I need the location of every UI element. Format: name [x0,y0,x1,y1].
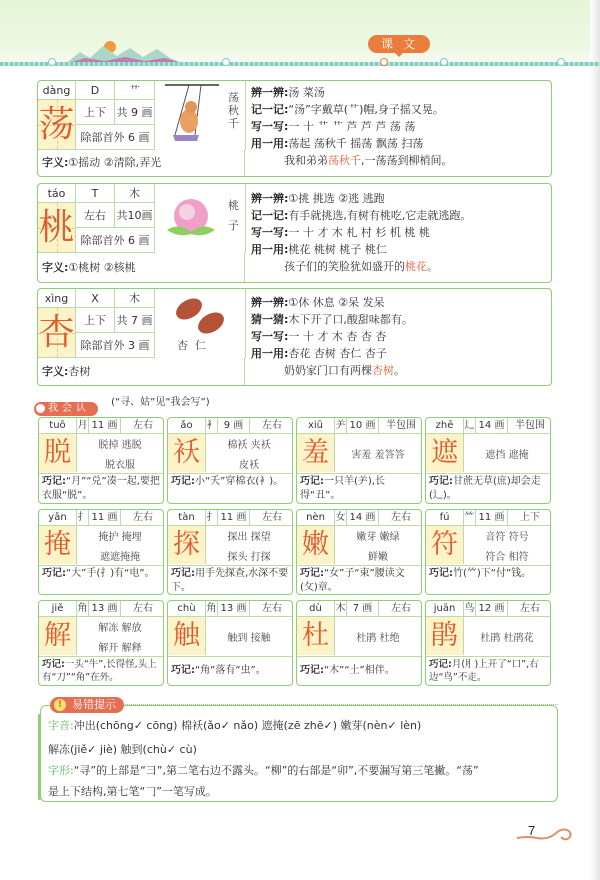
stroke-count: 共 9 画 [115,100,155,125]
picture-caption: 杏 仁 [177,339,206,352]
big-character: 桃 [38,203,76,253]
words: 探出 探望 探头 打探 [227,532,271,563]
structure: 半包围 [386,420,416,431]
structure: 半包围 [515,420,545,431]
small-card-yan [38,509,164,595]
pinyin: fú [426,510,464,526]
header-dot [440,58,448,66]
practice-row: 辨一辨:①休 休息 ②呆 发呆 [251,296,385,309]
character: 脱 [39,434,77,472]
small-card-du [296,600,422,686]
error-tips-badge: ! 易错提示 [50,697,124,713]
words: 解冻 解放 解开 解释 [98,623,142,654]
structure: 左右 [262,420,282,431]
memory-tip: 巧记:竹(⺮)下“付”钱。 [426,565,550,582]
stroke-count: 11 画 [89,510,121,526]
memory-tip: 巧记:“角”落有“虫”。 [168,656,292,679]
practice-row: 写一写:一 十 才 木 札 村 杉 机 桃 桃 [251,226,430,239]
picture-box [155,81,246,150]
structure: 左右 [262,603,282,614]
radical: 木 [335,601,347,617]
practice-panel [246,184,551,278]
practice-row: 用一用:杏花 杏树 杏仁 杏子 [251,347,387,360]
radical: 鸟 [464,601,476,617]
page-edge [590,0,600,880]
character: 鹃 [426,617,464,655]
character: 遮 [426,434,464,472]
char-card-tao [37,183,552,283]
small-card-ao [167,417,293,504]
char-card-xing [37,288,552,386]
practice-row: 记一记:“汤”字戴草(艹)帽,身子摇又晃。 [251,103,444,116]
practice-row: 写一写:一 十 艹 艹 芦 芦 芦 荡 荡 [251,120,416,133]
section-note: (“寻、姑”见“我会写”) [111,397,210,408]
small-card-nen [296,509,422,595]
header-dot [48,58,56,66]
small-card-jie [38,600,164,686]
small-card-xiu [296,417,422,504]
pinyin: chù [168,601,206,617]
pinyin: jiě [39,601,77,617]
words: 触到 接触 [227,633,271,644]
small-card-tuo [38,417,164,504]
index-letter: T [76,184,115,203]
pinyin: zhē [426,418,464,434]
shape-tip-line2: 是上下结构,第七笔“𠃌”一笔写成。 [48,785,217,798]
swing-icon [159,83,225,147]
tips-dotted-line [122,704,558,705]
pinyin: tuō [39,418,77,434]
words: 掩护 掩埋 遮遮掩掩 [98,532,142,563]
practice-row: 猜一猜:木下开了口,酸甜味都有。 [251,313,413,326]
character: 杜 [297,617,335,655]
practice-row: 用一用:荡起 荡秋千 摇荡 飘荡 扫荡 [251,137,424,150]
words: 遮挡 遮掩 [485,450,529,461]
picture-caption: 桃子 [228,199,239,232]
practice-row: 辨一辨:汤 菜汤 [251,86,325,99]
pinyin: táo [38,184,76,203]
structure: 上下 [520,512,540,523]
practice-panel [246,81,551,172]
radical: 衤 [206,418,218,434]
stroke-count: 11 画 [89,418,121,434]
radical: 扌 [206,510,218,526]
radical: 辶 [464,418,476,434]
stroke-count: 13 画 [89,601,121,617]
small-card-chu [167,600,293,686]
example-sentence: 我和弟弟荡秋千,一荡荡到柳梢间。 [284,154,453,167]
stroke-count: 14 画 [347,510,379,526]
pronunciation-tip-line1: 字音:冲出(chōng✓ cōng) 棉袄(ǎo✓ nǎo) 遮掩(zē zhē✓) 嫩芽(nèn✓ lèn) [48,719,422,732]
character: 探 [168,526,206,564]
meaning: 字义:①桃树 ②核桃 [38,253,245,282]
picture-box [155,289,246,358]
pronunciation-tip-line2: 解冻(jiě✓ jiè) 触到(chù✓ cù) [48,743,197,756]
swirl-ornament-icon [515,826,577,842]
mountains-icon [65,40,185,64]
radical: 月 [77,418,89,434]
strokes-except-radical: 除部首外 6 画 [76,228,155,253]
radical: 木 [115,184,155,203]
stroke-count: 11 画 [218,510,250,526]
structure: 左右 [391,512,411,523]
section-pill: 我会认 [34,402,98,416]
character: 掩 [39,526,77,564]
character: 触 [168,617,206,655]
memory-tip: 巧记:甘蔗无草(庶)却会走(辶)。 [426,473,550,504]
memory-tip: 巧记:一只羊(⺶),长得“丑”。 [297,473,421,504]
example-sentence: 孩子们的笑脸犹如盛开的桃花。 [284,260,438,273]
small-card-juan [425,600,551,686]
words: 棉袄 夹袄 皮袄 [227,440,271,471]
pinyin: xìng [38,289,76,308]
char-card-dang [37,80,552,177]
stroke-count: 14 画 [476,418,508,434]
structure: 左右 [262,512,282,523]
radical: 木 [115,289,155,308]
header-divider [0,62,600,66]
practice-row: 辨一辨:①挑 挑选 ②逃 逃跑 [251,192,385,205]
stroke-count: 共10画 [115,203,155,228]
words: 音符 符号 符合 相符 [485,532,529,563]
words: 杜鹃 杜绝 [356,633,400,644]
character: 解 [39,617,77,655]
stroke-count: 10 画 [347,418,379,434]
pinyin: dàng [38,81,76,100]
structure: 上下 [76,308,115,333]
memory-tip: 巧记:一头“牛”,长得怪,头上有“刀”“角”在外。 [39,656,163,685]
stroke-count: 9 画 [218,418,250,434]
section-tab: 课文 [368,35,430,53]
radical: ⺮ [464,510,476,526]
pinyin: tàn [168,510,206,526]
memory-tip: 巧记:“月”“兑”凑一起,要把衣服“脱”。 [39,473,163,504]
structure: 左右 [76,203,115,228]
header-dot [557,58,565,66]
character: 羞 [297,434,335,472]
picture-caption: 荡秋千 [228,91,239,130]
header-dot [222,58,230,66]
radical: ⺶ [335,418,347,434]
character: 符 [426,526,464,564]
memory-tip: 巧记:“大”手(扌)有“电”。 [39,565,163,582]
stroke-count: 共 7 画 [115,308,155,333]
big-character: 荡 [38,100,76,150]
practice-panel [246,289,551,382]
practice-row: 写一写:一 十 才 木 杏 杏 杏 [251,330,387,343]
stroke-count: 7 画 [347,601,379,617]
meaning: 字义:①摇动 ②清除,弄光 [38,150,245,176]
radical: 角 [206,601,218,617]
structure: 左右 [133,603,153,614]
small-card-tan [167,509,293,595]
index-letter: D [76,81,115,100]
words: 杜鹃 杜鹃花 [480,633,534,644]
character: 嫩 [297,526,335,564]
pinyin: nèn [297,510,335,526]
structure: 左右 [133,512,153,523]
strokes-except-radical: 除部首外 3 画 [76,333,155,358]
strokes-except-radical: 除部首外 6 画 [76,125,155,150]
picture-box [155,184,246,253]
page-number: 7 [528,823,536,838]
exclamation-icon: ! [54,699,66,711]
index-letter: X [76,289,115,308]
stroke-count: 12 画 [476,601,508,617]
stroke-count: 11 画 [476,510,508,526]
structure: 左右 [133,420,153,431]
shape-tip-line1: 字形:“寻”的上部是“彐”,第二笔右边不露头。“柳”的右部是“卯”,不要漏写第三笔撇。“荡” [48,764,479,777]
pinyin: dù [297,601,335,617]
section-header [34,396,210,414]
radical: 艹 [115,81,155,100]
words: 嫩芽 嫩绿 鲜嫩 [356,532,400,563]
memory-tip: 巧记:月(⺼)上开了“口”,右边“鸟”不走。 [426,656,550,685]
big-character: 杏 [38,308,76,358]
structure: 上下 [76,100,115,125]
memory-tip: 巧记:用手先探查,水深不要下。 [168,565,292,595]
small-card-fu [425,509,551,595]
stroke-count: 13 画 [218,601,250,617]
character: 袄 [168,434,206,472]
pinyin: juān [426,601,464,617]
pinyin: yǎn [39,510,77,526]
memory-tip: 巧记:“女”子“束”腰读文(攵)章。 [297,565,421,595]
memory-tip: 巧记:小“夭”穿棉衣(衤)。 [168,473,292,490]
words: 害羞 羞答答 [351,450,405,461]
pinyin: xiū [297,418,335,434]
words: 脱掉 逃脱 脱衣服 [98,440,142,471]
practice-row: 记一记:有手就挑选,有树有桃吃,它走就逃跑。 [251,209,472,222]
radical: 角 [77,601,89,617]
peach-icon [163,196,219,242]
structure: 左右 [520,603,540,614]
meaning: 字义:杏树 [38,358,245,385]
pinyin: ǎo [168,418,206,434]
example-sentence: 奶奶家门口有两棵杏树。 [284,364,405,377]
almond-icon [173,295,229,335]
memory-tip: 巧记:“木”“土”相伴。 [297,656,421,679]
structure: 左右 [391,603,411,614]
practice-row: 用一用:桃花 桃树 桃子 桃仁 [251,243,387,256]
radical: 扌 [77,510,89,526]
header-dot-active [380,58,388,66]
radical: 女 [335,510,347,526]
small-card-zhe [425,417,551,504]
